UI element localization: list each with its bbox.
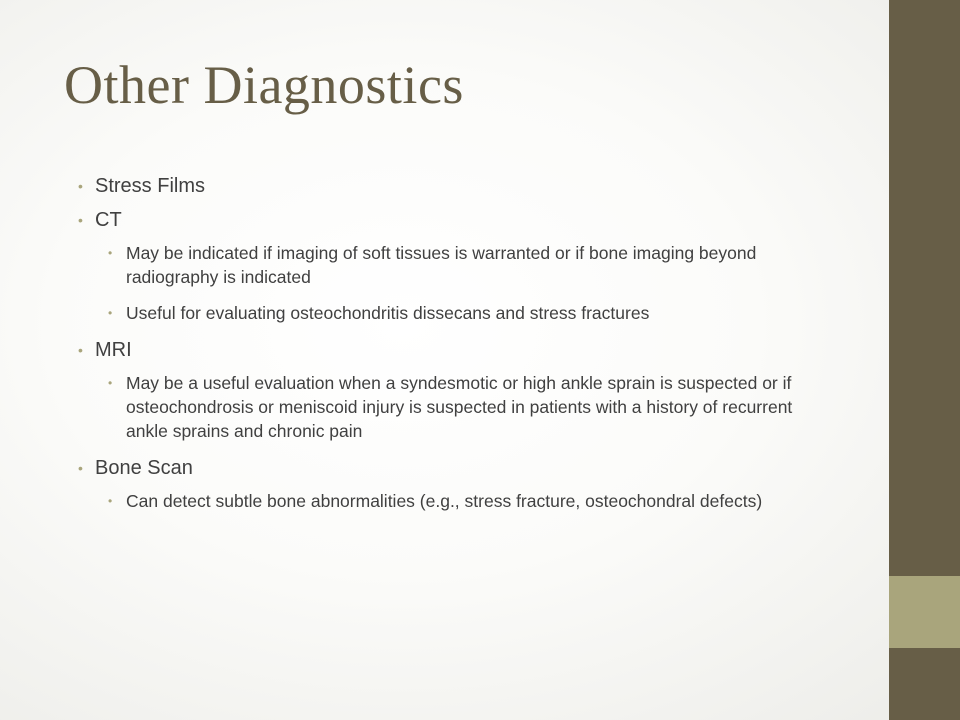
- sub-bullet-text: Useful for evaluating osteochondritis dissecans and stress fractures: [126, 303, 650, 323]
- decorative-bar-middle: [889, 576, 960, 648]
- bullet-text: CT: [95, 209, 122, 231]
- bullet-icon: •: [78, 342, 83, 358]
- bullet-icon: •: [78, 178, 83, 194]
- sub-bullet-mri-1: [108, 371, 838, 443]
- bullet-text: Stress Films: [95, 175, 205, 197]
- bullet-list: [78, 173, 838, 525]
- sub-bullet-icon: •: [108, 246, 113, 260]
- bullet-icon: •: [78, 460, 83, 476]
- sub-bullet-ct-2: [108, 301, 838, 325]
- sub-bullet-text: Can detect subtle bone abnormalities (e.g., stress fracture, osteochondral defects): [126, 491, 763, 511]
- sub-bullet-text: May be indicated if imaging of soft tissues is warranted or if bone imaging beyond radiography is indicated: [126, 243, 757, 287]
- bullet-ct: [78, 207, 838, 233]
- bullet-icon: •: [78, 212, 83, 228]
- sub-bullet-bone-scan-1: [108, 489, 838, 513]
- bullet-text: Bone Scan: [95, 457, 193, 479]
- bullet-stress-films: [78, 173, 838, 199]
- bullet-text: MRI: [95, 339, 132, 361]
- sub-bullet-icon: •: [108, 306, 113, 320]
- sub-bullet-text: May be a useful evaluation when a syndesmotic or high ankle sprain is suspected or if osteochondrosis or meniscoid injury is suspected in patients with a history of recurrent ankle sprains and chronic pain: [126, 373, 793, 441]
- sub-bullet-icon: •: [108, 376, 113, 390]
- bullet-bone-scan: [78, 455, 838, 481]
- slide-title: Other Diagnostics: [64, 55, 464, 115]
- bullet-mri: [78, 337, 838, 363]
- sub-bullet-ct-1: [108, 241, 838, 289]
- decorative-bar-bottom: [889, 648, 960, 720]
- decorative-bar-top: [889, 0, 960, 576]
- sub-bullet-icon: •: [108, 494, 113, 508]
